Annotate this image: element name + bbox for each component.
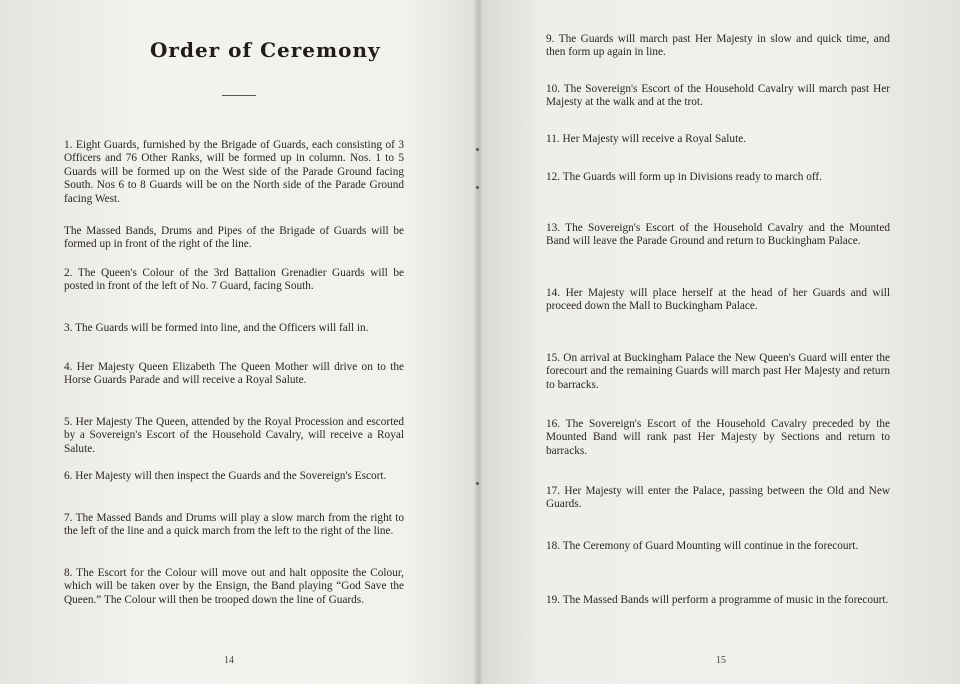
- page-number: 14: [224, 655, 234, 666]
- paragraph-10: 10. The Sovereign's Escort of the Household Cavalry will march past Her Majesty at the walk and at the trot.: [546, 83, 890, 109]
- paragraph-1: 1. Eight Guards, furnished by the Brigade of Guards, each consisting of 3 Officers and 76 Other Ranks, will be formed up in column. Nos. 1 to 5 Guards will be formed up on the West side of the Parade Ground facing South. Nos 6 to 8 Guards will be on the North side of the Parade Ground facing West.: [64, 139, 404, 205]
- paragraph-3: 3. The Guards will be formed into line, and the Officers will fall in.: [64, 322, 369, 334]
- paragraph-8: 8. The Escort for the Colour will move out and halt opposite the Colour, which will be taken over by the Ensign, the Band playing “God Save the Queen.” The Colour will then be trooped down the line of Guards.: [64, 567, 404, 606]
- paragraph-7: 7. The Massed Bands and Drums will play a slow march from the right to the left of the line and a quick march from the left to the right of the line.: [64, 512, 404, 538]
- paragraph-1-bands: The Massed Bands, Drums and Pipes of the Brigade of Guards will be formed up in front of the right of the line.: [64, 225, 404, 251]
- paragraph-14: 14. Her Majesty will place herself at the head of her Guards and will proceed down the Mall to Buckingham Palace.: [546, 287, 890, 313]
- paragraph-4: 4. Her Majesty Queen Elizabeth The Queen Mother will drive on to the Horse Guards Parade and will receive a Royal Salute.: [64, 361, 404, 387]
- paragraph-13: 13. The Sovereign's Escort of the Household Cavalry and the Mounted Band will leave the Parade Ground and return to Buckingham Palace.: [546, 222, 890, 248]
- page-title: Order of Ceremony: [150, 38, 381, 62]
- paragraph-16: 16. The Sovereign's Escort of the Household Cavalry preceded by the Mounted Band will rank past Her Majesty by Sections and return to barracks.: [546, 418, 890, 457]
- paragraph-2: 2. The Queen's Colour of the 3rd Battalion Grenadier Guards will be posted in front of the left of No. 7 Guard, facing South.: [64, 267, 404, 293]
- paragraph-15: 15. On arrival at Buckingham Palace the New Queen's Guard will enter the forecourt and the remaining Guards will march past Her Majesty and return to barracks.: [546, 352, 890, 391]
- book-gutter: [474, 0, 482, 684]
- paragraph-6: 6. Her Majesty will then inspect the Guards and the Sovereign's Escort.: [64, 470, 387, 482]
- left-page: [0, 0, 478, 684]
- paragraph-11: 11. Her Majesty will receive a Royal Salute.: [546, 133, 747, 145]
- binding-mark: [476, 148, 479, 151]
- title-divider: [222, 95, 256, 96]
- paragraph-5: 5. Her Majesty The Queen, attended by the Royal Procession and escorted by a Sovereign's Escort of the Household Cavalry, will receive a Royal Salute.: [64, 416, 404, 455]
- paragraph-18: 18. The Ceremony of Guard Mounting will continue in the forecourt.: [546, 540, 859, 552]
- page-number: 15: [716, 655, 726, 666]
- binding-mark: [476, 482, 479, 485]
- paragraph-19: 19. The Massed Bands will perform a programme of music in the forecourt.: [546, 594, 889, 606]
- right-page: [478, 0, 960, 684]
- paragraph-17: 17. Her Majesty will enter the Palace, passing between the Old and New Guards.: [546, 485, 890, 511]
- paragraph-9: 9. The Guards will march past Her Majesty in slow and quick time, and then form up again in line.: [546, 33, 890, 59]
- binding-mark: [476, 186, 479, 189]
- paragraph-12: 12. The Guards will form up in Divisions ready to march off.: [546, 171, 822, 183]
